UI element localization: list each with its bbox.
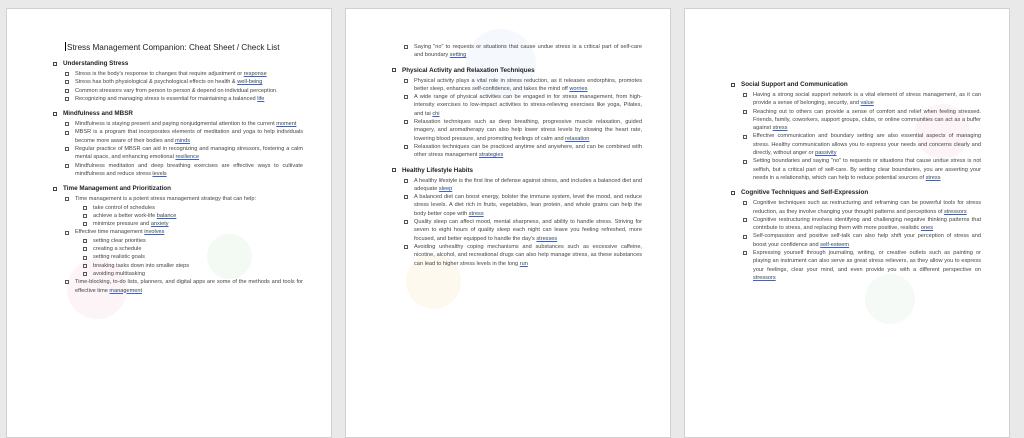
checkbox-icon[interactable]	[65, 231, 69, 235]
checkbox-icon[interactable]	[65, 72, 69, 76]
checklist-subitem	[7, 270, 331, 278]
spellcheck-word: balance	[156, 212, 177, 219]
checkbox-icon[interactable]	[743, 110, 747, 114]
item-text: Mindfulness is staying present and paying nonjudgmental attention to the current	[75, 121, 277, 128]
item-text: Time-blocking, to-do lists, planners, and digital apps are some of the methods and tools for effective time	[75, 279, 303, 294]
item-text: Relaxation techniques such as deep breathing, progressive muscle relaxation, guided imagery, and aromatherapy can also help lower stress levels by slowing the heart rate, lowering blood pressure, and promoting feelings of calm and	[414, 119, 642, 142]
checklist-subitem	[7, 237, 331, 245]
checkbox-icon[interactable]	[53, 187, 57, 191]
checkbox-icon[interactable]	[392, 68, 396, 72]
checklist-subitem	[7, 204, 331, 212]
spellcheck-word: ones	[920, 225, 934, 232]
checkbox-icon[interactable]	[83, 214, 87, 218]
checkbox-icon[interactable]	[65, 131, 69, 135]
item-text: Relaxation techniques can be practiced anytime and anywhere, and can be combined with other stress management	[414, 143, 642, 159]
checkbox-icon[interactable]	[65, 280, 69, 284]
checklist-subitem	[7, 253, 331, 261]
spellcheck-word: stress	[468, 210, 484, 217]
checkbox-icon[interactable]	[65, 97, 69, 101]
section-heading	[346, 167, 670, 175]
checkbox-icon[interactable]	[83, 256, 87, 260]
checkbox-icon[interactable]	[83, 247, 87, 251]
spellcheck-word: sleep	[438, 185, 453, 192]
item-text: Reaching out to others can provide a sense of comfort and relief when feeling stressed. Friends, family, coworkers, support groups, clubs, or online communities can act as a buffer against	[753, 108, 981, 132]
item-text: take control of schedules	[93, 204, 155, 211]
checkbox-icon[interactable]	[53, 112, 57, 116]
spellcheck-word: moment	[276, 121, 297, 128]
page-content	[346, 43, 670, 275]
section-heading	[7, 185, 331, 193]
checklist-item	[685, 157, 1009, 182]
checklist	[7, 70, 331, 103]
spellcheck-word: value	[860, 100, 874, 107]
spellcheck-word: minds	[175, 137, 191, 144]
checklist-item	[7, 145, 331, 162]
checkbox-icon[interactable]	[404, 145, 408, 149]
checklist-item	[7, 128, 331, 145]
checklist-item	[346, 243, 670, 268]
item-text: Having a strong social support network is a vital element of stress management, as it can provide a sense of belonging, security, and	[753, 92, 981, 107]
spellcheck-word: stressors	[753, 274, 776, 281]
checkbox-icon[interactable]	[743, 135, 747, 139]
item-text: A healthy lifestyle is the first line of defense against stress, and includes a balanced diet and adequate	[414, 177, 642, 192]
checklist-subitem	[7, 212, 331, 220]
item-text: Quality sleep can affect mood, mental sharpness, and ability to handle stress. Striving for seven to eight hours of quality sleep each night can leave you feeling refreshed, more focused, and better equipped to handle the day's	[414, 219, 642, 242]
checklist	[346, 43, 670, 60]
item-text: Recognizing and managing stress is essential for maintaining a balanced	[75, 95, 258, 102]
section-heading-text: Cognitive Techniques and Self-Expression	[741, 189, 869, 197]
item-text: Physical activity plays a vital role in stress reduction, as it releases endorphins, promotes better sleep, enhances self-confidence, and takes the mind off	[414, 77, 642, 92]
document-page-1	[6, 8, 332, 438]
checklist-item	[346, 143, 670, 160]
item-text: MBSR is a program that incorporates elements of meditation and yoga to help individuals become more aware of their bodies and	[75, 129, 303, 144]
checklist-item	[685, 132, 1009, 157]
checklist	[685, 199, 1009, 282]
checkbox-icon[interactable]	[65, 147, 69, 151]
section-heading	[685, 189, 1009, 197]
item-text: Setting boundaries and saying "no" to requests or situations that cause undue stress is not selfish, but a critical part of self-care. By setting clear boundaries, you are asserting your needs in a relationship, which can help to reduce potential sources of	[753, 158, 981, 181]
checkbox-icon[interactable]	[743, 201, 747, 205]
spellcheck-word: life	[257, 95, 265, 102]
item-text: Self-compassion and positive self-talk can also help shift your perception of stress and boost your confidence and	[753, 233, 981, 248]
checklist-item	[346, 193, 670, 218]
checkbox-icon[interactable]	[743, 235, 747, 239]
section-heading-text: Physical Activity and Relaxation Techniques	[402, 66, 535, 74]
item-text: Common stressors vary from person to person & depend on individual perception.	[75, 87, 278, 94]
checklist-item	[7, 278, 331, 295]
spellcheck-word: run	[519, 260, 528, 267]
checklist	[346, 177, 670, 268]
checkbox-icon[interactable]	[392, 168, 396, 172]
item-text: Avoiding unhealthy coping mechanisms and substances such as excessive caffeine, nicotine, alcohol, and recreational drugs can also help manage stress, as these substances can lead to higher stress levels in the long	[414, 243, 642, 267]
checklist-item	[685, 91, 1009, 108]
checkbox-icon[interactable]	[83, 206, 87, 210]
item-text: Mindfulness meditation and deep breathing exercises are effective ways to cultivate mindfulness and reduce stress	[75, 162, 303, 177]
checklist-item	[685, 232, 1009, 249]
checkbox-icon[interactable]	[404, 120, 408, 124]
item-text: minimize pressure and	[93, 221, 151, 228]
checkbox-icon[interactable]	[731, 191, 735, 195]
checkbox-icon[interactable]	[743, 218, 747, 222]
checkbox-icon[interactable]	[404, 79, 408, 83]
spellcheck-word: resilience	[175, 154, 200, 161]
item-text: setting realistic goals	[93, 254, 145, 261]
checklist-item	[685, 108, 1009, 133]
checkbox-icon[interactable]	[743, 93, 747, 97]
section-heading	[346, 67, 670, 75]
checkbox-icon[interactable]	[404, 45, 408, 49]
checklist	[685, 91, 1009, 182]
checklist-item	[346, 177, 670, 194]
spellcheck-word: chi	[432, 110, 440, 117]
checklist	[7, 120, 331, 178]
checklist-item	[7, 78, 331, 86]
spellcheck-word: worries	[569, 85, 588, 92]
checkbox-icon[interactable]	[404, 179, 408, 183]
checklist-item	[346, 77, 670, 94]
section-heading-text: Healthy Lifestyle Habits	[402, 166, 474, 174]
item-text: Time management is a potent stress management strategy that can help:	[75, 196, 257, 203]
item-text: setting clear priorities	[93, 237, 146, 244]
spellcheck-word: stress	[925, 174, 941, 181]
text-cursor	[65, 42, 66, 51]
item-text: Cognitive techniques such as restructuring and reframing can be powerful tools for stress reduction, as they involve changing your thought patterns and perceptions of	[753, 200, 981, 215]
checklist-item	[7, 120, 331, 128]
item-text: Stress is the body's response to changes that require adjustment or	[75, 71, 244, 77]
checklist-subitem	[7, 245, 331, 253]
page-content	[7, 42, 331, 302]
checkbox-icon[interactable]	[404, 95, 408, 99]
checklist-item	[685, 199, 1009, 216]
spellcheck-word: stress	[772, 125, 788, 132]
spellcheck-word: relaxation	[565, 135, 590, 142]
page-3-sections	[685, 81, 1009, 282]
section-heading-text: Social Support and Communication	[741, 81, 848, 88]
item-text: A balanced diet can boost energy, bolster the immune system, level the mood, and reduce stress levels. A diet rich in fruits, vegetables, lean protein, and whole grains can help the body better cope with	[414, 194, 642, 217]
checkbox-icon[interactable]	[83, 272, 87, 276]
checklist	[7, 195, 331, 295]
checkbox-icon[interactable]	[65, 197, 69, 201]
section-heading-text: Time Management and Prioritization	[63, 185, 171, 193]
spellcheck-word: setting	[449, 52, 467, 59]
checkbox-icon[interactable]	[404, 245, 408, 249]
checkbox-icon[interactable]	[743, 160, 747, 164]
item-text: achieve a better work-life	[93, 212, 157, 219]
spellcheck-word: well-being	[237, 79, 263, 86]
checkbox-icon[interactable]	[65, 122, 69, 126]
spellcheck-word: stressors	[943, 208, 967, 215]
item-text: Cognitive restructuring involves identifying and challenging negative thinking patterns that contribute to stress, and replacing them with more positive, realistic	[753, 216, 981, 232]
checklist-item	[7, 162, 331, 179]
checkbox-icon[interactable]	[83, 264, 87, 268]
checkbox-icon[interactable]	[65, 89, 69, 93]
item-text: avoiding multitasking	[93, 270, 145, 277]
checkbox-icon[interactable]	[404, 220, 408, 224]
spellcheck-word: strategies	[478, 152, 504, 159]
checkbox-icon[interactable]	[83, 239, 87, 243]
document-title[interactable]: Stress Management Companion: Cheat Sheet / Check List	[67, 43, 280, 52]
section-heading	[7, 60, 331, 68]
spellcheck-word: passivity	[815, 150, 837, 157]
spellcheck-word: self-esteem	[820, 241, 850, 248]
page-1-sections	[7, 60, 331, 295]
item-text: Effective communication and boundary setting are also essential aspects of managing stress. Healthy communication allows you to express your needs and concerns clearly and directly, without anger or	[753, 133, 981, 157]
checklist-item	[685, 249, 1009, 282]
checkbox-icon[interactable]	[53, 62, 57, 66]
spellcheck-word: management	[109, 287, 143, 294]
page-2-sections	[346, 43, 670, 268]
item-text: Stress has both physiological & psychological effects on health &	[75, 79, 238, 86]
checklist-item	[346, 118, 670, 143]
checklist	[346, 77, 670, 160]
checkbox-icon[interactable]	[731, 83, 735, 87]
item-text: creating a schedule	[93, 246, 142, 253]
document-page-3	[684, 8, 1010, 438]
checkbox-icon[interactable]	[83, 222, 87, 226]
section-heading-text: Understanding Stress	[63, 60, 129, 67]
checkbox-icon[interactable]	[404, 195, 408, 199]
section-heading	[685, 81, 1009, 89]
checklist-item	[7, 70, 331, 78]
spellcheck-word: levels	[152, 170, 167, 177]
spellcheck-word: involves	[144, 229, 165, 236]
item-text: Saying "no" to requests or situations that cause undue stress is a critical part of self-care and boundary	[414, 44, 642, 59]
checkbox-icon[interactable]	[65, 80, 69, 84]
checklist-item	[346, 43, 670, 60]
checklist-item	[7, 228, 331, 236]
checklist-item	[685, 216, 1009, 233]
item-text: breaking tasks down into smaller steps	[93, 262, 190, 269]
checklist-item	[346, 218, 670, 243]
checklist-subitem	[7, 262, 331, 270]
item-text: Regular practice of MBSR can aid in recognizing and managing stressors, fostering a calm mental space, and enhancing emotional	[75, 146, 303, 161]
checklist-item	[346, 93, 670, 118]
item-text: A wide range of physical activities can be engaged in for stress management, from high-intensity exercises to low-impact activities to stress-relieving exercises like yoga, Pilates, and tai	[414, 94, 642, 117]
spellcheck-word: response	[243, 71, 267, 77]
checkbox-icon[interactable]	[743, 251, 747, 255]
section-heading	[7, 110, 331, 118]
item-text: Effective time management	[75, 229, 145, 236]
checkbox-icon[interactable]	[65, 164, 69, 168]
document-page-2	[345, 8, 671, 438]
section-heading-text: Mindfulness and MBSR	[63, 110, 133, 118]
item-text: Expressing yourself through journaling, writing, or creative outlets such as painting or playing an instrument can also serve as great stress relievers, as they allow you to express your feelings, clear your mind, and even provide you with a different perspective on	[753, 250, 981, 273]
spellcheck-word: stresses	[536, 235, 558, 242]
checklist-item	[7, 95, 331, 103]
spellcheck-word: anxiety	[150, 221, 169, 228]
page-content	[685, 81, 1009, 289]
checklist-item	[7, 87, 331, 95]
checklist-subitem	[7, 220, 331, 228]
checklist-item	[7, 195, 331, 203]
